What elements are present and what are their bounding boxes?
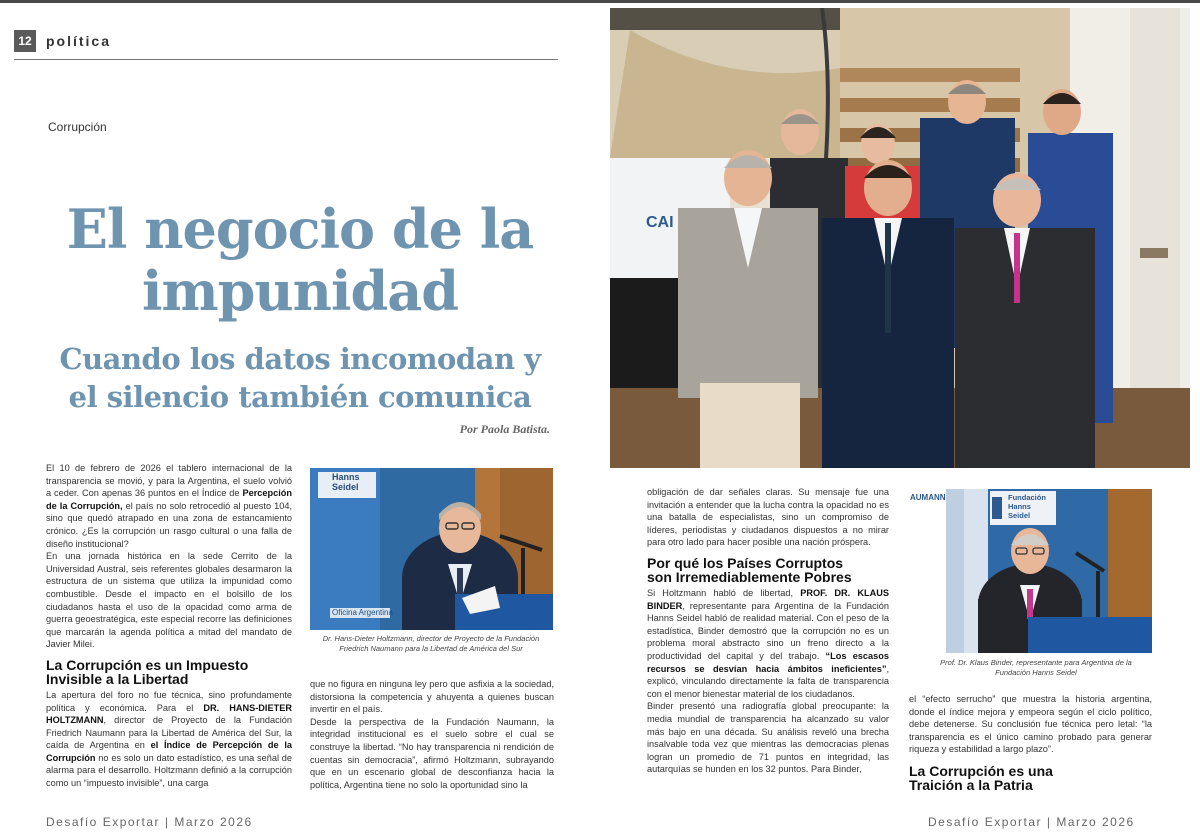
caption-line: Fundación Hanns Seidel: [995, 668, 1077, 677]
person-name: DR. HANS-DIETER HOLTZMANN: [46, 702, 292, 726]
section-label: política: [46, 33, 112, 49]
caption-binder: [905, 658, 1167, 678]
emphasis: el Índice de Percepción de la Corrupción: [46, 740, 292, 763]
top-rule: [0, 0, 1200, 3]
col3-paragraph-2: [647, 587, 889, 700]
text-run: el país no solo retrocedió al puesto 104, sino que quedó atrapado en una zona de estancamiento crónico. ¿Es la corrupción un rasgo cultural o una falla de diseño institucional?: [46, 500, 292, 549]
text-run: no es solo un dato estadístico, es una señal de alarma para el desarrollo. Holtzmann definió a la corrupción como un “impuesto invisible”, una carga: [46, 752, 292, 789]
group-photo-image: [610, 8, 1190, 468]
sign-line: Seidel: [1008, 511, 1031, 520]
sign-fundacion-hanns-seidel: [1008, 493, 1046, 520]
heading-line: La Corrupción es una: [909, 762, 1053, 779]
article-subtitle: [40, 340, 560, 416]
sign-office: Oficina Argentina: [332, 608, 393, 617]
heading-line: Por qué los Países Corruptos: [647, 554, 844, 571]
sign-naumann: AUMANN: [910, 493, 946, 502]
text-run: Si Holtzmann habló de libertad,: [647, 587, 801, 598]
footer-right: Desafío Exportar | Marzo 2026: [928, 815, 1135, 829]
title-line-1: El negocio de la: [66, 197, 534, 261]
col1-paragraph-3: [46, 689, 292, 790]
text-run: La apertura del foro no fue técnica, sino profundamente política y económica. Para el: [46, 689, 292, 713]
subtitle-line-1: Cuando los datos incomodan y: [59, 342, 541, 376]
column-1: [46, 462, 292, 790]
caption-line: Friedrich Naumann para la Libertad de América del Sur: [339, 644, 523, 653]
photo-binder: [908, 489, 1152, 653]
col4-paragraph-1: el “efecto serrucho” que muestra la historia argentina, donde el índice mejora y empeora según el ciclo político, debe detenerse. Su conclusión fue técnica pero letal: “la transparencia es el único camino probado para generar riqueza y estabilidad a largo plazo”.: [909, 694, 1152, 755]
page-number: 12: [14, 30, 36, 52]
group-photo: [610, 8, 1190, 468]
header-rule: [14, 59, 558, 60]
col3-paragraph-1: obligación de dar señales claras. Su mensaje fue una invitación a entender que la lucha contra la opacidad no es una batalla de especialistas, sino un compromiso de líderes, periodistas y ciudadanos dispuestos a no mirar para otro lado para hacer posible una nación próspera.: [647, 487, 889, 548]
heading-line: La Corrupción es un Impuesto: [46, 656, 249, 673]
section-heading-2: [647, 556, 889, 584]
col1-paragraph-1: [46, 462, 292, 550]
column-3: [647, 486, 889, 776]
col2-paragraph-2: Desde la perspectiva de la Fundación Naumann, la integridad institucional es el suelo sobre el cual se construye la libertad. “No hay transparencia ni rendición de cuentas sin democracia”, afirmó Holtzmann, subrayando que en un escenario global de desconfianza hacia la política, Argentina tiene no solo la oportunidad sino la: [310, 716, 554, 790]
subtitle-line-2: el silencio también comunica: [68, 380, 532, 414]
banner-logo: CAI: [646, 214, 674, 231]
article-kicker: Corrupción: [48, 120, 107, 134]
caption-line: Dr. Hans-Dieter Holtzmann, director de Proyecto de la Fundación: [322, 634, 540, 643]
heading-line: son Irremediablemente Pobres: [647, 568, 852, 585]
text-run: El 10 de febrero de 2026 el tablero internacional de la transparencia se movió, y para la Argentina, el suelo volvió a ceder. Con apenas 36 puntos en el Índice de: [46, 463, 292, 499]
column-2: [310, 678, 554, 791]
text-run: , representante para Argentina de la Fundación Hanns Seidel habló de realidad material. Con el peso de la estadística, Binder demostró que la corrupción no es un problema moral abstracto sino un freno directo a la productividad del capital y del trabajo.: [647, 600, 889, 661]
col3-paragraph-3: Binder presentó una radiografía global preocupante: la media mundial de transparencia ha alcanzado su valor más bajo en una década. Su análisis reveló una brecha insalvable toda vez que mientras las democracias plenas logran un promedio de 71 puntos en integridad, las autarquías se hunden en los 32 puntos. Para Binder,: [647, 701, 889, 775]
text-run: , explicó, vinculando directamente la falta de transparencia con el menor bienestar material de los ciudadanos.: [647, 663, 889, 699]
byline: Por Paola Batista.: [459, 422, 550, 436]
section-heading-1: [46, 658, 292, 686]
photo-holtzmann: [310, 468, 553, 630]
heading-line: Invisible a la Libertad: [46, 670, 189, 687]
title-line-2: impunidad: [142, 259, 458, 323]
caption-holtzmann: [300, 634, 562, 654]
col1-paragraph-2: En una jornada histórica en la sede Cerrito de la Universidad Austral, seis referentes globales desarmaron la estructura de un sistema que utiliza la impunidad como combustible. Desde el impacto en el bolsillo de los ciudadanos hasta el uso de la opacidad como arma de guerra geoestratégica, este especial recorre las definiciones que marcarán la agenda política a mitad del mandato de Javier Milei.: [46, 551, 292, 650]
heading-line: Traición a la Patria: [909, 776, 1033, 793]
section-heading-3: [909, 764, 1152, 792]
emphasis: Percepción de la Corrupción,: [46, 488, 292, 511]
article-title: [40, 198, 560, 322]
person-name: PROF. DR. KLAUS BINDER: [647, 587, 889, 611]
sign-hanns-seidel: [332, 472, 360, 492]
footer-left: Desafío Exportar | Marzo 2026: [46, 815, 253, 829]
sign-line: Hanns: [1008, 502, 1031, 511]
sign-line: Fundación: [1008, 493, 1046, 502]
caption-line: Prof. Dr. Klaus Binder, representante para Argentina de la: [940, 658, 1132, 667]
holtzmann-photo-image: [310, 468, 553, 630]
quote-emphasis: “Los escasos recursos se desvían hacia ámbitos ineficientes”: [647, 650, 889, 674]
column-4: [909, 693, 1152, 795]
sign-line: Hanns: [332, 472, 360, 482]
text-run: , director de Proyecto de la Fundación Friedrich Naumann para la Libertad de América del Sur, la caída de Argentina en: [46, 715, 292, 751]
col2-paragraph-1: que no figura en ninguna ley pero que asfixia a la sociedad, distorsiona la competencia y ahuyenta a quienes buscan invertir en el país.: [310, 679, 554, 715]
sign-line: Seidel: [332, 482, 359, 492]
